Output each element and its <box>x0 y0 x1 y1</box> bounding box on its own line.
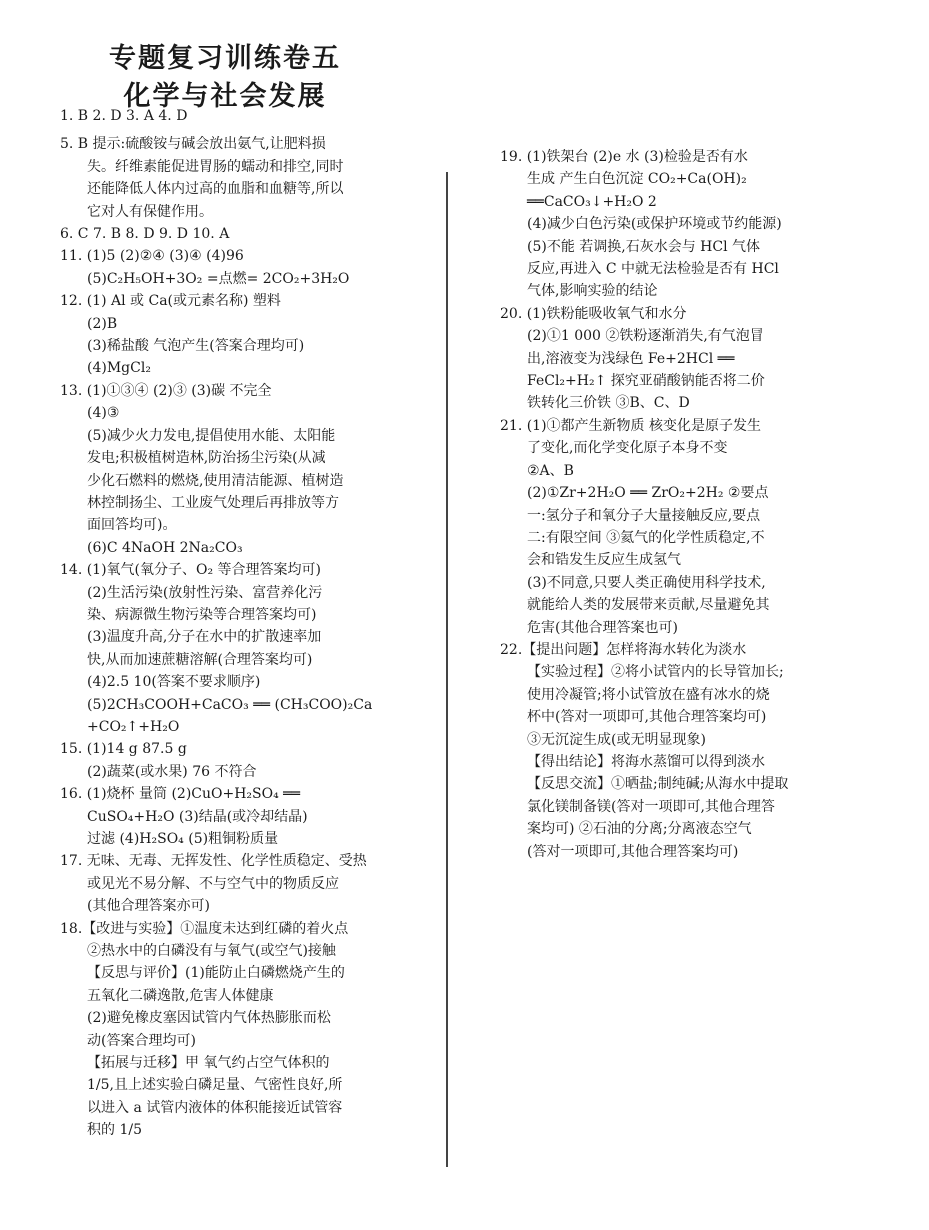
answer-line: (2)避免橡皮塞因试管内气体热膨胀而松 <box>87 1010 331 1027</box>
answer-line: 它对人有保健作用。 <box>87 203 213 220</box>
answer-line: 失。纤维素能促进胃肠的蠕动和排空,同时 <box>87 158 344 175</box>
answer-line: (4)2.5 10(答案不要求顺序) <box>87 674 261 691</box>
answer-line: (5)不能 若调换,石灰水会与 HCl 气体 <box>527 238 761 255</box>
answer-line: 1/5,且上述实验白磷足量、气密性良好,所 <box>87 1077 343 1094</box>
answer-line: (2)①1 000 ②铁粉逐渐消失,有气泡冒 <box>527 328 764 345</box>
answer-line: 21. (1)①都产生新物质 核变化是原子发生 <box>500 417 761 434</box>
answer-line: 19. (1)铁架台 (2)e 水 (3)检验是否有水 <box>500 149 748 165</box>
answer-line: 22.【提出问题】怎样将海水转化为淡水 <box>500 641 747 658</box>
column-divider <box>446 172 448 1167</box>
answer-line: 就能给人类的发展带来贡献,尽量避免其 <box>527 597 770 614</box>
answer-line: 二:有限空间 ③氦气的化学性质稳定,不 <box>527 529 765 546</box>
answer-line: 铁转化三价铁 ③B、C、D <box>527 395 690 412</box>
answer-line: 氯化镁制备镁(答对一项即可,其他合理答 <box>527 798 775 815</box>
answer-column-right <box>500 146 820 863</box>
answer-line: 1. B 2. D 3. A 4. D <box>60 108 188 124</box>
answer-line: 了变化,而化学变化原子本身不变 <box>527 440 728 457</box>
page-title: 专题复习训练卷五 <box>109 43 341 74</box>
answer-line: 会和锆发生反应生成氢气 <box>527 552 681 569</box>
answer-line: 少化石燃料的燃烧,使用清洁能源、植树造 <box>87 472 344 489</box>
answer-line: (3)稀盐酸 气泡产生(答案合理均可) <box>87 338 305 355</box>
answer-line: +CO₂↑+H₂O <box>87 718 180 735</box>
answer-line: 13. (1)①③④ (2)③ (3)碳 不完全 <box>60 382 272 399</box>
answer-line: ③无沉淀生成(或无明显现象) <box>527 731 706 748</box>
answer-line: (2)B <box>87 315 118 332</box>
answer-line: 五氧化二磷逸散,危害人体健康 <box>87 987 274 1004</box>
answer-line: (答对一项即可,其他合理答案均可) <box>527 843 739 860</box>
answer-line: 18.【改进与实验】①温度未达到红磷的着火点 <box>60 920 349 937</box>
answer-line: 染、病源微生物污染等合理答案均可) <box>87 606 317 623</box>
answer-line: 积的 1/5 <box>87 1122 142 1139</box>
answer-line: (3)不同意,只要人类正确使用科学技术, <box>527 574 766 591</box>
answer-line: 【拓展与迁移】甲 氧气约占空气体积的 <box>87 1055 330 1072</box>
answer-line: (5)C₂H₅OH+3O₂ =点燃= 2CO₂+3H₂O <box>87 270 350 287</box>
answer-line: 或见光不易分解、不与空气中的物质反应 <box>87 875 339 892</box>
answer-line: (5)2CH₃COOH+CaCO₃ ══ (CH₃COO)₂Ca <box>87 696 373 713</box>
answer-line: (4)MgCl₂ <box>87 360 151 377</box>
answer-column-left <box>60 105 382 1142</box>
answer-line: (5)减少火力发电,提倡使用水能、太阳能 <box>87 427 336 444</box>
answer-line: 20. (1)铁粉能吸收氧气和水分 <box>500 305 687 322</box>
answer-line: 14. (1)氧气(氧分子、O₂ 等合理答案均可) <box>60 562 322 579</box>
answer-line: 16. (1)烧杯 量筒 (2)CuO+H₂SO₄ ══ <box>60 786 301 803</box>
answer-line: 危害(其他合理答案也可) <box>527 619 678 636</box>
answer-line: 6. C 7. B 8. D 9. D 10. A <box>60 226 230 243</box>
answer-line: (4)③ <box>87 405 120 422</box>
answer-line: (4)减少白色污染(或保护环境或节约能源) <box>527 216 782 233</box>
answer-line: 12. (1) Al 或 Ca(或元素名称) 塑料 <box>60 293 281 310</box>
answer-line: 17. 无味、无毒、无挥发性、化学性质稳定、受热 <box>60 853 367 870</box>
answer-line: (2)生活污染(放射性污染、富营养化污 <box>87 584 323 601</box>
answer-line: (6)C 4NaOH 2Na₂CO₃ <box>87 539 243 556</box>
answer-line: 过滤 (4)H₂SO₄ (5)粗铜粉质量 <box>87 831 279 847</box>
answer-line: 快,从而加速蔗糖溶解(合理答案均可) <box>87 651 313 668</box>
answer-line: ══CaCO₃↓+H₂O 2 <box>527 193 657 210</box>
answer-line: ②热水中的白磷没有与氧气(或空气)接触 <box>87 943 336 960</box>
answer-line: (2)①Zr+2H₂O ══ ZrO₂+2H₂ ②要点 <box>527 485 769 502</box>
answer-line: 动(答案合理均可) <box>87 1032 196 1049</box>
answer-line: 使用冷凝管;将小试管放在盛有冰水的烧 <box>527 686 770 703</box>
answer-line: FeCl₂+H₂↑ 探究亚硝酸钠能否将二价 <box>527 373 765 390</box>
page-subtitle: 化学与社会发展 <box>123 81 327 112</box>
answer-line: 出,溶液变为浅绿色 Fe+2HCl ══ <box>527 350 735 367</box>
answer-line: 反应,再进入 C 中就无法检验是否有 HCl <box>527 261 779 278</box>
answer-line: 面回答均可)。 <box>87 517 177 534</box>
answer-line: 11. (1)5 (2)②④ (3)④ (4)96 <box>60 248 244 265</box>
answer-line: 【反思交流】①晒盐;制纯碱;从海水中提取 <box>527 776 789 793</box>
answer-line: (3)温度升高,分子在水中的扩散速率加 <box>87 629 322 646</box>
answer-line: 发电;积极植树造林,防治扬尘污染(从减 <box>87 450 326 467</box>
answer-line: 15. (1)14 g 87.5 g <box>60 741 187 758</box>
answer-line: CuSO₄+H₂O (3)结晶(或冷却结晶) <box>87 808 308 825</box>
answer-line: (其他合理答案亦可) <box>87 898 210 915</box>
answer-line: 还能降低人体内过高的血脂和血糖等,所以 <box>87 181 344 198</box>
answer-line: 案均可) ②石油的分离;分离液态空气 <box>527 821 752 838</box>
answer-line: 一:氢分子和氧分子大量接触反应,要点 <box>527 507 761 524</box>
answer-line: ②A、B <box>527 462 574 479</box>
answer-line: 5. B 提示:硫酸铵与碱会放出氨气,让肥料损 <box>60 136 326 153</box>
answer-line: 生成 产生白色沉淀 CO₂+Ca(OH)₂ <box>527 171 747 188</box>
answer-line: 气体,影响实验的结论 <box>527 283 658 300</box>
answer-line: 林控制扬尘、工业废气处理后再排放等方 <box>87 494 339 511</box>
answer-line: 【实验过程】②将小试管内的长导管加长; <box>527 664 784 681</box>
answer-line: 【得出结论】将海水蒸馏可以得到淡水 <box>527 753 765 770</box>
answer-line: (2)蔬菜(或水果) 76 不符合 <box>87 763 257 780</box>
answer-line: 杯中(答对一项即可,其他合理答案均可) <box>527 709 767 726</box>
answer-line: 以进入 a 试管内液体的体积能接近试管容 <box>87 1099 343 1116</box>
answer-line: 【反思与评价】(1)能防止白磷燃烧产生的 <box>87 965 345 982</box>
